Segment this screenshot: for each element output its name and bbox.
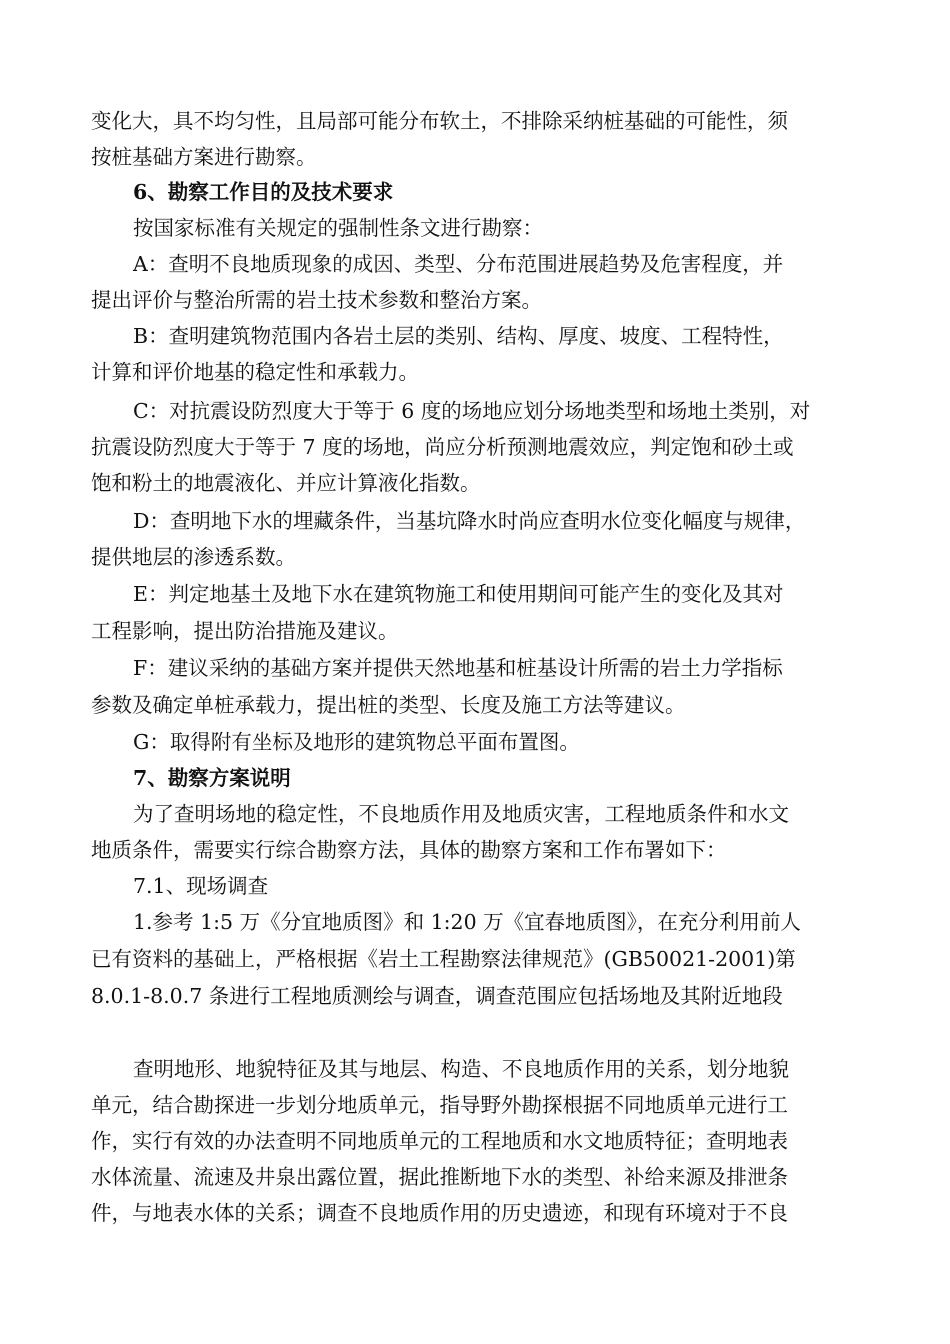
paragraph-line: 抗震设防烈度大于等于 7 度的场地，尚应分析预测地震效应，判定饱和砂土或: [91, 435, 794, 459]
section-heading-7: 7、勘察方案说明: [133, 766, 291, 790]
paragraph-line: 变化大，具不均匀性，且局部可能分布软土，不排除采纳桩基础的可能性，须: [91, 109, 788, 133]
paragraph-line: 为了查明场地的稳定性，不良地质作用及地质灾害，工程地质条件和水文: [133, 802, 789, 826]
list-item-d: D：查明地下水的埋藏条件，当基坑降水时尚应查明水位变化幅度与规律，: [133, 509, 806, 533]
paragraph-line: 件，与地表水体的关系；调查不良地质作用的历史遗迹，和现有环境对于不良: [91, 1201, 788, 1225]
paragraph-line: 水体流量、流速及井泉出露位置，据此推断地下水的类型、补给来源及排泄条: [91, 1165, 788, 1189]
paragraph-line: 按国家标准有关规定的强制性条文进行勘察：: [133, 216, 543, 240]
paragraph-line: 提供地层的渗透系数。: [91, 545, 296, 569]
paragraph-line: 已有资料的基础上，严格根据《岩土工程勘察法律规范》(GB50021-2001)第: [91, 947, 796, 971]
paragraph-line: 提出评价与整治所需的岩土技术参数和整治方案。: [91, 288, 542, 312]
paragraph-line: 工程影响，提出防治措施及建议。: [91, 619, 399, 643]
paragraph-line: 饱和粉土的地震液化、并应计算液化指数。: [91, 471, 481, 495]
list-item-g: G：取得附有坐标及地形的建筑物总平面布置图。: [133, 730, 580, 754]
subsection-heading-7-1: 7.1、现场调查: [133, 874, 269, 898]
list-item-e: E：判定地基土及地下水在建筑物施工和使用期间可能产生的变化及其对: [133, 582, 784, 606]
paragraph-line: 按桩基础方案进行勘察。: [91, 145, 317, 169]
list-item-a: A：查明不良地质现象的成因、类型、分布范围进展趋势及危害程度，并: [133, 252, 784, 276]
paragraph-line: 单元，结合勘探进一步划分地质单元，指导野外勘探根据不同地质单元进行工: [91, 1093, 788, 1117]
paragraph-line: 作，实行有效的办法查明不同地质单元的工程地质和水文地质特征；查明地表: [91, 1129, 788, 1153]
paragraph-line: 参数及确定单桩承载力，提出桩的类型、长度及施工方法等建议。: [91, 693, 686, 717]
paragraph-line: 查明地形、地貌特征及其与地层、构造、不良地质作用的关系，划分地貌: [133, 1057, 789, 1081]
paragraph-line: 地质条件，需要实行综合勘察方法，具体的勘察方案和工作布署如下：: [91, 838, 727, 862]
section-heading-6: 6、勘察工作目的及技术要求: [133, 180, 394, 204]
list-item-c: C：对抗震设防烈度大于等于 6 度的场地应划分场地类型和场地土类别，对: [133, 399, 811, 423]
paragraph-line: 计算和评价地基的稳定性和承载力。: [91, 360, 419, 384]
list-item-b: B：查明建筑物范围内各岩土层的类别、结构、厚度、坡度、工程特性，: [133, 324, 784, 348]
list-item-f: F：建议采纳的基础方案并提供天然地基和桩基设计所需的岩土力学指标: [133, 656, 783, 680]
paragraph-line: 8.0.1-8.0.7 条进行工程地质测绘与调查，调查范围应包括场地及其附近地段: [91, 984, 783, 1008]
paragraph-line: 1.参考 1:5 万《分宜地质图》和 1:20 万《宜春地质图》，在充分利用前人: [133, 910, 801, 934]
